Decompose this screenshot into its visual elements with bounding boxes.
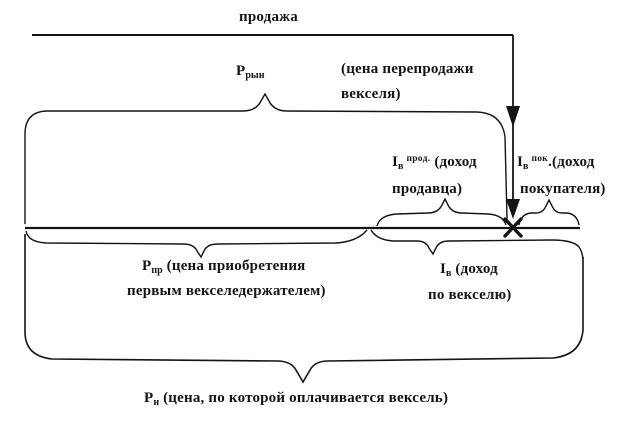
i-prod-text: (доход [430, 154, 477, 170]
p-n-text: (цена, по которой оплачивается вексель) [159, 390, 449, 406]
p-pr-text: (цена приобретения [162, 258, 306, 274]
p-ryn-label [236, 61, 265, 81]
p-pr-label-line2: первым векселедержателем) [127, 283, 326, 299]
p-ryn-desc-line1: (цена перепродажи [341, 61, 474, 77]
i-pok-superscript: пок [531, 154, 549, 164]
i-v-label-line2: по векселю) [428, 287, 512, 303]
i-pok-text: .(доход [548, 154, 595, 170]
p-ryn-symbol: Р [236, 63, 246, 79]
i-pok-symbol: I [517, 154, 524, 170]
p-pr-brace [26, 230, 367, 257]
i-prod-symbol: I [392, 154, 399, 170]
i-prod-label-line2: продавца) [392, 181, 463, 197]
p-ryn-desc-line2: векселя) [341, 86, 401, 102]
i-prod-label-line1 [392, 152, 477, 172]
i-prod-brace [377, 199, 506, 226]
p-pr-subscript: пр [151, 265, 163, 276]
i-v-brace [371, 230, 583, 259]
sale-label: продажа [239, 9, 298, 25]
i-prod-superscript: прод. [406, 154, 431, 164]
p-n-subscript: н [153, 397, 160, 408]
p-n-symbol: Р [144, 390, 154, 406]
i-prod-subscript: в [398, 161, 404, 172]
i-pok-label-line2: покупателя) [520, 181, 606, 197]
i-v-label-line1 [440, 259, 498, 279]
p-pr-symbol: Р [142, 258, 152, 274]
i-pok-subscript: в [523, 161, 529, 172]
p-ryn-subscript: рын [245, 70, 265, 81]
i-v-text: (доход [451, 261, 498, 277]
p-n-label [144, 388, 448, 408]
p-pr-label-line1 [142, 256, 306, 276]
i-pok-label-line1 [517, 152, 595, 172]
i-v-symbol: I [440, 261, 447, 277]
arrow-down-icon [506, 106, 520, 127]
i-v-subscript: в [446, 268, 452, 279]
i-pok-brace [519, 200, 579, 225]
arrow-down-icon [506, 199, 520, 219]
